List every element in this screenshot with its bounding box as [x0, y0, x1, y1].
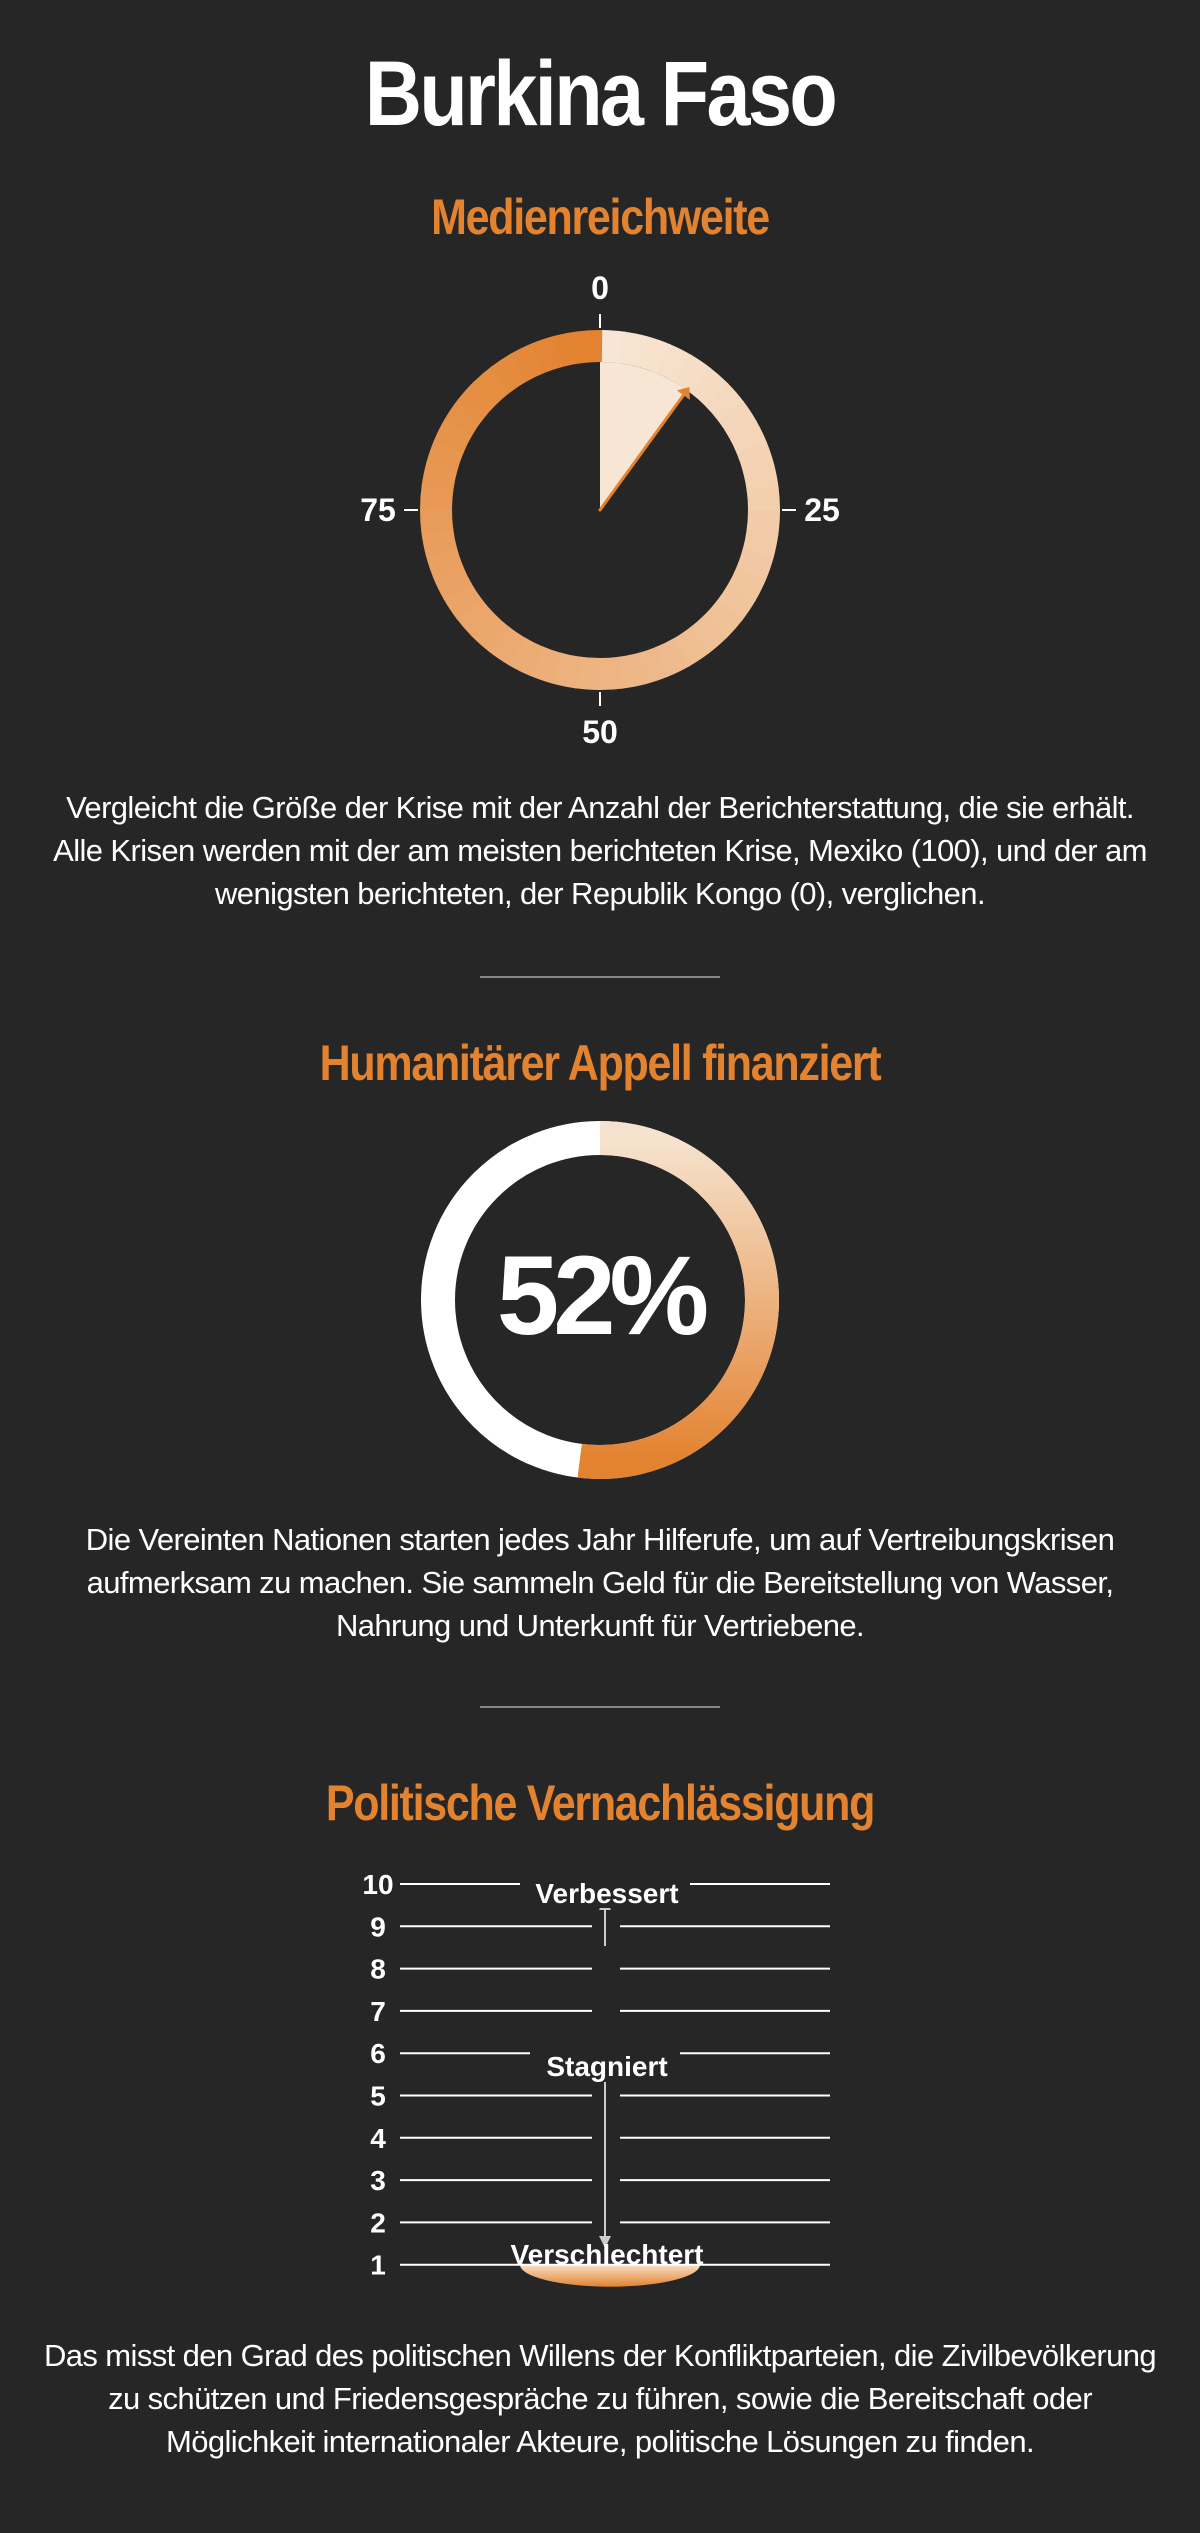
- appeal-description: Die Vereinten Nationen starten jedes Jahr Hilferufe, um auf Vertreibungskrisen aufmerksam zu machen. Sie sammeln Geld für die Bereitstellung von Wasser, Nahrung und Unterkunft für Vertriebene.: [85, 1522, 1115, 1643]
- scale-tick-label: 9: [370, 1911, 386, 1943]
- neglect-description: Das misst den Grad des politischen Willens der Konfliktparteien, die Zivilbevölkerung zu schützen und Friedensgespräche zu führen, sowie die Bereitschaft oder Möglichkeit internationaler Akteure, politische Lösungen zu finden.: [43, 2338, 1157, 2459]
- neglect-heading: Politische Vernachlässigung: [325, 1775, 875, 1831]
- scale-tick-label: 3: [370, 2165, 386, 2197]
- section-divider: [480, 976, 720, 978]
- gauge-ring-segment: [751, 552, 759, 574]
- scale-tick-label: 6: [370, 2038, 386, 2070]
- gauge-ring-segment: [441, 550, 448, 572]
- appeal-donut-chart: [420, 1120, 780, 1480]
- gauge-value-wedge: [600, 362, 687, 510]
- scale-tick-label: 4: [370, 2122, 386, 2154]
- gauge-ring-segment: [700, 380, 718, 396]
- gauge-ring-segment: [714, 610, 730, 628]
- gauge-ring-segment: [730, 410, 743, 430]
- gauge-ring-segment: [483, 624, 501, 640]
- gauge-ring-segment: [698, 626, 716, 641]
- gauge-ring-segment: [556, 668, 579, 673]
- gauge-tick-label: 50: [582, 714, 618, 750]
- scale-label-improved: Verbessert: [535, 1878, 679, 1909]
- gauge-ring-segment: [535, 661, 557, 669]
- scale-label-stagnant: Stagniert: [546, 2051, 668, 2082]
- scale-tick-label: 1: [370, 2249, 386, 2281]
- gauge-ring-segment: [661, 652, 682, 662]
- gauge-tick-label: 25: [804, 492, 840, 528]
- scale-tick-labels: [362, 1869, 393, 2281]
- gauge-ring-segment: [642, 352, 664, 360]
- gauge-ring-segment: [484, 379, 502, 394]
- gauge-ring-segment: [716, 394, 731, 412]
- scale-tick-label: 10: [362, 1869, 394, 1900]
- gauge-ring-segment: [469, 608, 484, 626]
- gauge-ring-segment: [442, 445, 450, 467]
- appeal-heading: Humanitärer Appell finanziert: [319, 1035, 881, 1091]
- scale-tick-label: 2: [370, 2207, 386, 2239]
- gauge-ring-segment: [448, 571, 458, 592]
- donut-value-label: 52%: [496, 1233, 704, 1358]
- scale-label-worsened: Verschlechtert: [510, 2239, 704, 2270]
- media-heading: Medienreichweite: [431, 189, 769, 245]
- gauge-ring-segment: [579, 346, 602, 347]
- media-description: Vergleicht die Größe der Krise mit der Anzahl der Berichterstattung, die sie erhält. Alle Krisen werden mit der am meisten berichteten Krise, Mexiko (100), und der am wenigsten berichteten, der Republik Kongo (0), verglichen.: [53, 790, 1147, 911]
- scale-tick-label: 8: [370, 1953, 386, 1985]
- gauge-ring-segment: [470, 393, 486, 411]
- gauge-ring-segment: [499, 639, 518, 652]
- gauge-ring-segment: [577, 672, 600, 674]
- gauge-ring-segment: [500, 367, 520, 380]
- gauge-ring-segment: [762, 510, 764, 533]
- gauge-ring-segment: [729, 592, 742, 611]
- gauge-ring-segment: [457, 590, 470, 610]
- neglect-scale-chart: [330, 1860, 870, 2300]
- gauge-ring-segment: [518, 358, 539, 368]
- gauge-ring-segment: [437, 466, 442, 489]
- gauge-ring-segment: [516, 651, 537, 662]
- gauge-tick-label: 0: [591, 270, 609, 306]
- gauge-ring-segment: [436, 487, 438, 510]
- gauge-tick-label: 75: [360, 492, 396, 528]
- gauge-ring-segment: [758, 468, 762, 491]
- section-divider: [480, 1706, 720, 1708]
- gauge-ring-segment: [758, 531, 763, 554]
- gauge-ring-segment: [682, 368, 701, 381]
- gauge-ring-segment: [437, 529, 441, 552]
- media-gauge-chart: [340, 270, 860, 750]
- gauge-ring-segment: [436, 508, 437, 531]
- gauge-ring-segment: [458, 409, 471, 428]
- gauge-ring-segment: [640, 662, 662, 669]
- scale-tick-label: 7: [370, 1995, 386, 2027]
- gauge-ring-segment: [621, 347, 644, 352]
- gauge-ring-segment: [741, 573, 752, 594]
- gauge-ring-segment: [558, 347, 581, 351]
- gauge-ring-segment: [448, 426, 459, 447]
- gauge-ring-segment: [598, 673, 621, 674]
- page-title: Burkina Faso: [364, 43, 836, 145]
- gauge-ring-segment: [600, 346, 623, 348]
- gauge-ring-segment: [742, 428, 752, 449]
- gauge-ring-segment: [680, 640, 700, 653]
- scale-tick-label: 5: [370, 2080, 386, 2112]
- gauge-ring-segment: [763, 489, 764, 512]
- gauge-ring-segment: [752, 447, 759, 469]
- gauge-ring-segment: [537, 351, 559, 358]
- gauge-ring-segment: [663, 358, 684, 369]
- gauge-ring-segment: [619, 668, 642, 672]
